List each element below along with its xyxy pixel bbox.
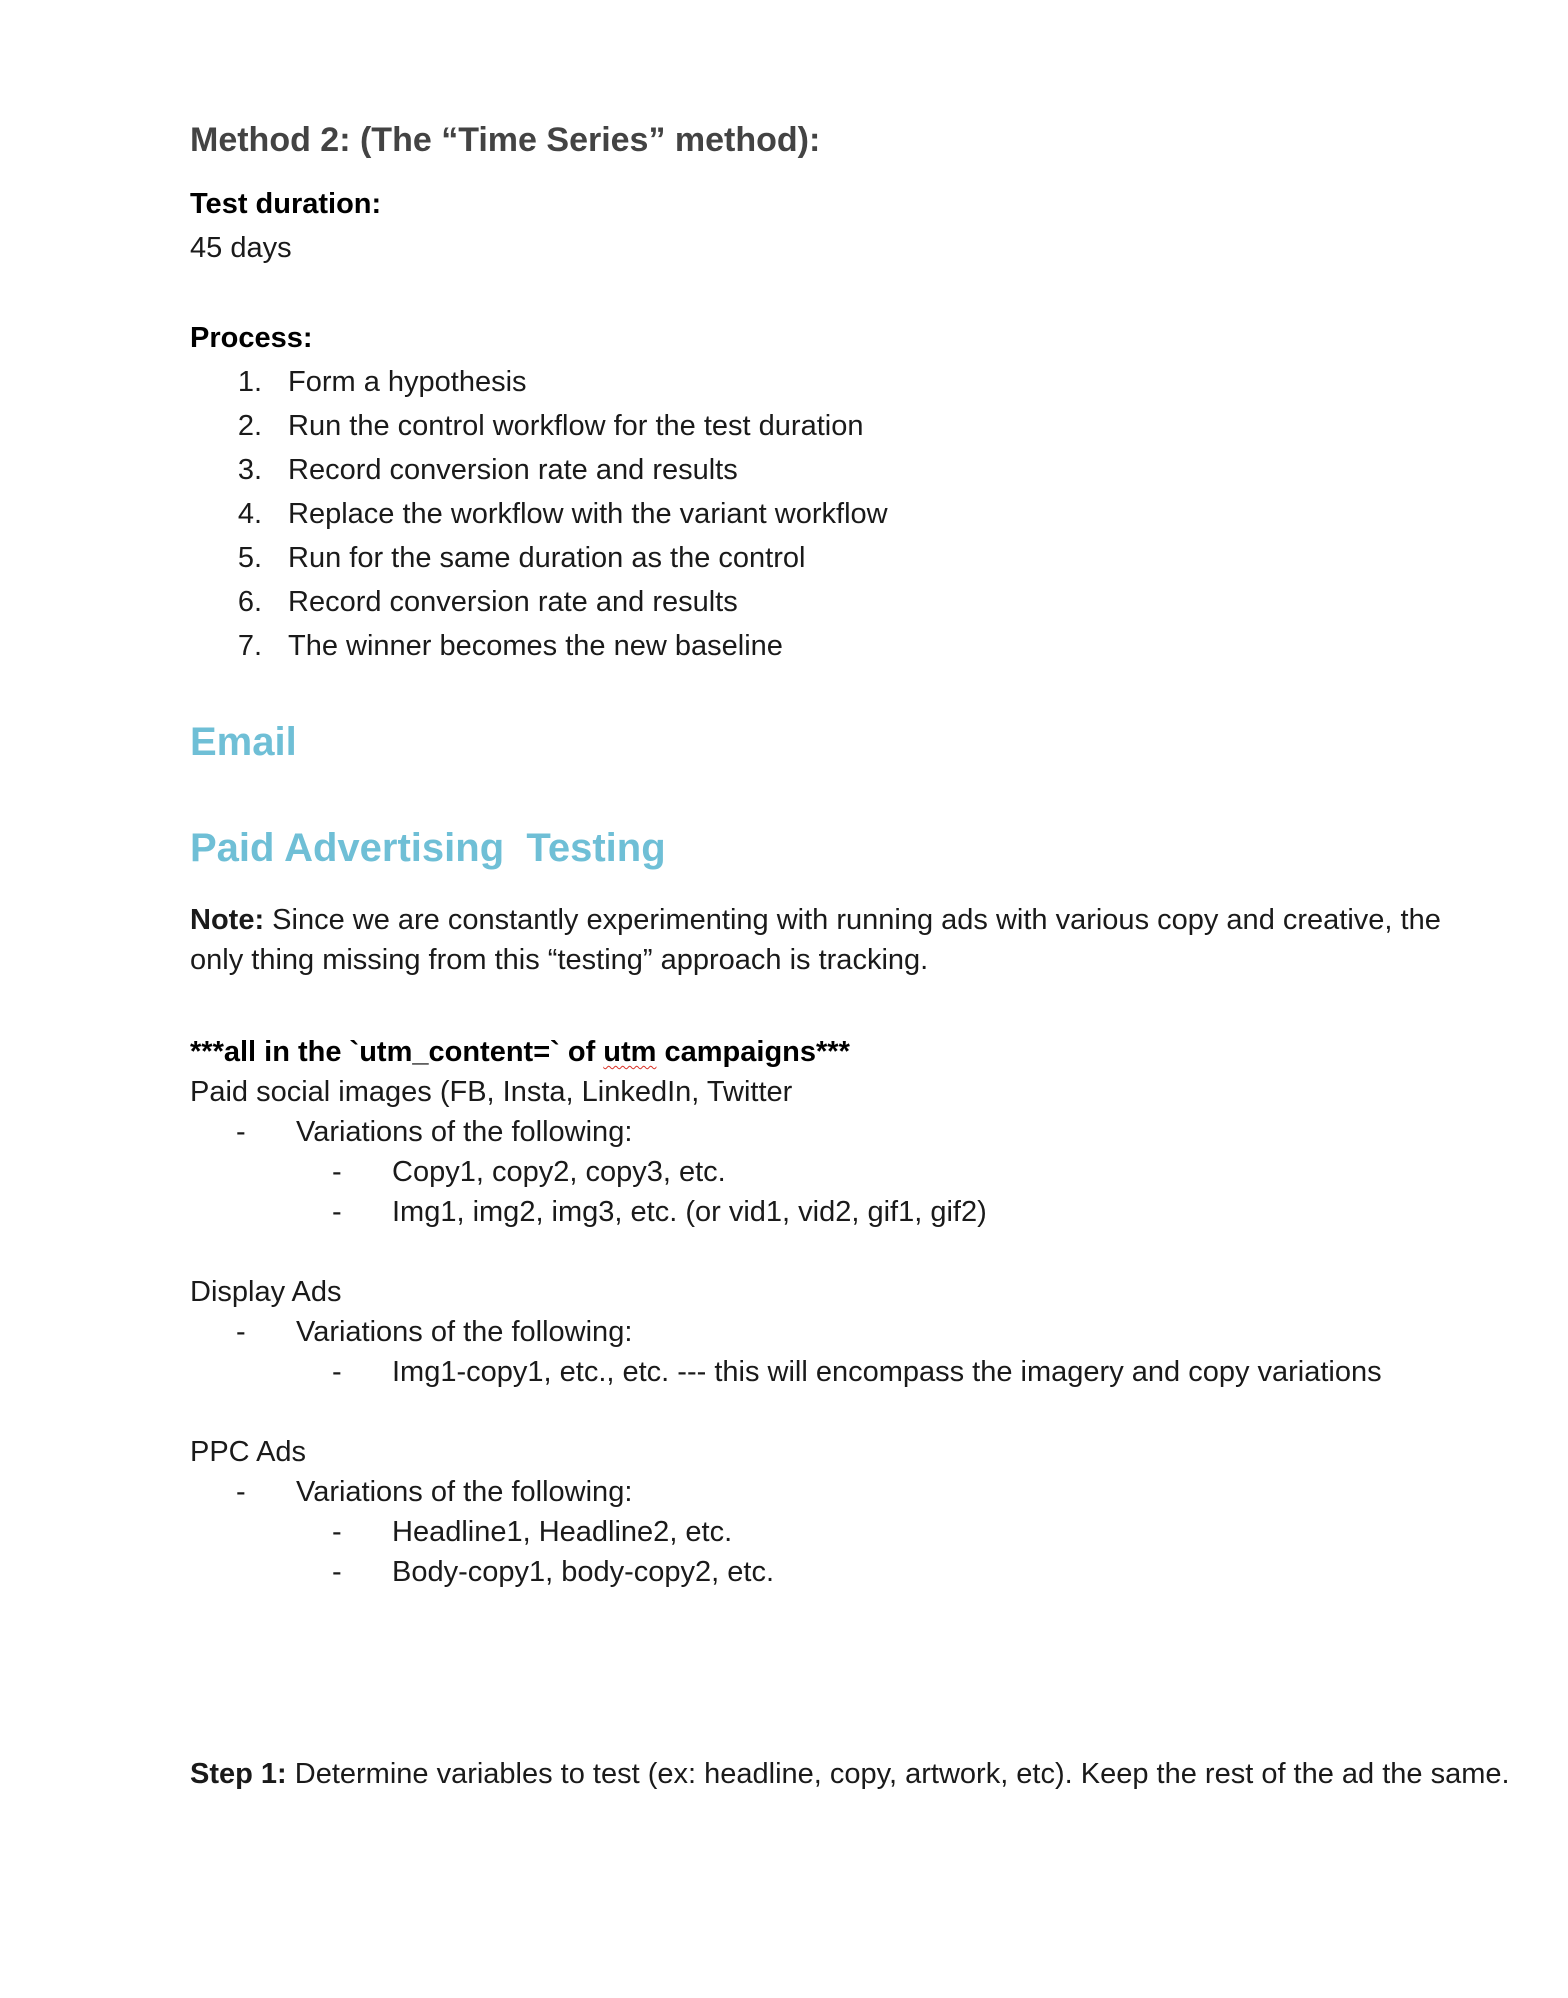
method-heading: Method 2: (The “Time Series” method): — [190, 121, 821, 159]
list-item — [236, 1312, 632, 1352]
list-item-text: Headline1, Headline2, etc. — [392, 1516, 733, 1548]
paid-advertising-heading: Paid Advertising Testing — [190, 826, 666, 870]
list-item — [332, 1512, 732, 1552]
utm-suffix: campaigns*** — [656, 1036, 850, 1068]
list-item — [236, 1472, 632, 1512]
variations-text: Variations of the following: — [296, 1476, 633, 1508]
email-heading: Email — [190, 720, 297, 764]
display-ads-title: Display Ads — [190, 1276, 342, 1308]
step-number: 5. — [237, 542, 262, 574]
test-duration-label: Test duration: — [190, 188, 382, 220]
process-step — [228, 362, 527, 402]
list-item — [236, 1112, 632, 1152]
list-item — [332, 1552, 774, 1592]
process-label: Process: — [190, 322, 313, 354]
step-one-label: Step 1: — [190, 1758, 287, 1790]
step-one-text: Determine variables to test (ex: headline, copy, artwork, etc). Keep the rest of the ad the same. — [286, 1758, 1510, 1790]
step-text: Replace the workflow with the variant workflow — [288, 498, 888, 530]
utm-prefix: ***all in the `utm_content=` of — [190, 1036, 604, 1068]
bullet-dash: - — [332, 1356, 342, 1388]
bullet-dash: - — [236, 1316, 246, 1348]
note-text: Since we are constantly experimenting with running ads with various copy and creative, the only thing missing from this “testing” approach is tracking. — [190, 904, 1441, 976]
list-item-text: Copy1, copy2, copy3, etc. — [392, 1156, 726, 1188]
step-number: 6. — [237, 586, 262, 618]
bullet-dash: - — [332, 1156, 342, 1188]
process-step — [228, 450, 738, 490]
note-paragraph — [190, 900, 1460, 980]
step-text: Record conversion rate and results — [288, 454, 738, 486]
step-number: 1. — [237, 366, 262, 398]
list-item — [332, 1152, 726, 1192]
step-number: 7. — [237, 630, 262, 662]
list-item — [332, 1352, 1382, 1392]
process-step — [228, 538, 805, 578]
process-step — [228, 626, 783, 666]
bullet-dash: - — [236, 1476, 246, 1508]
process-step — [228, 406, 863, 446]
process-step — [228, 582, 738, 622]
ppc-ads-title: PPC Ads — [190, 1436, 307, 1468]
process-step — [228, 494, 888, 534]
step-number: 4. — [237, 498, 262, 530]
step-text: Run for the same duration as the control — [288, 542, 806, 574]
test-duration-value: 45 days — [190, 232, 292, 264]
variations-text: Variations of the following: — [296, 1316, 633, 1348]
step-text: Run the control workflow for the test duration — [288, 410, 864, 442]
step-text: Form a hypothesis — [288, 366, 527, 398]
step-number: 3. — [237, 454, 262, 486]
note-label: Note: — [190, 904, 265, 936]
bullet-dash: - — [332, 1556, 342, 1588]
step-number: 2. — [237, 410, 262, 442]
bullet-dash: - — [236, 1116, 246, 1148]
list-item-text: Img1, img2, img3, etc. (or vid1, vid2, gif1, gif2) — [392, 1196, 987, 1228]
utm-misspelled-word: utm — [603, 1036, 657, 1068]
paid-social-title: Paid social images (FB, Insta, LinkedIn, Twitter — [190, 1076, 793, 1108]
step-text: The winner becomes the new baseline — [288, 630, 783, 662]
list-item-text: Body-copy1, body-copy2, etc. — [392, 1556, 775, 1588]
utm-heading — [190, 1032, 850, 1072]
bullet-dash: - — [332, 1196, 342, 1228]
list-item-text: Img1-copy1, etc., etc. --- this will encompass the imagery and copy variations — [392, 1356, 1382, 1388]
step-one-paragraph — [190, 1754, 1510, 1794]
step-text: Record conversion rate and results — [288, 586, 738, 618]
variations-text: Variations of the following: — [296, 1116, 633, 1148]
list-item — [332, 1192, 987, 1232]
bullet-dash: - — [332, 1516, 342, 1548]
